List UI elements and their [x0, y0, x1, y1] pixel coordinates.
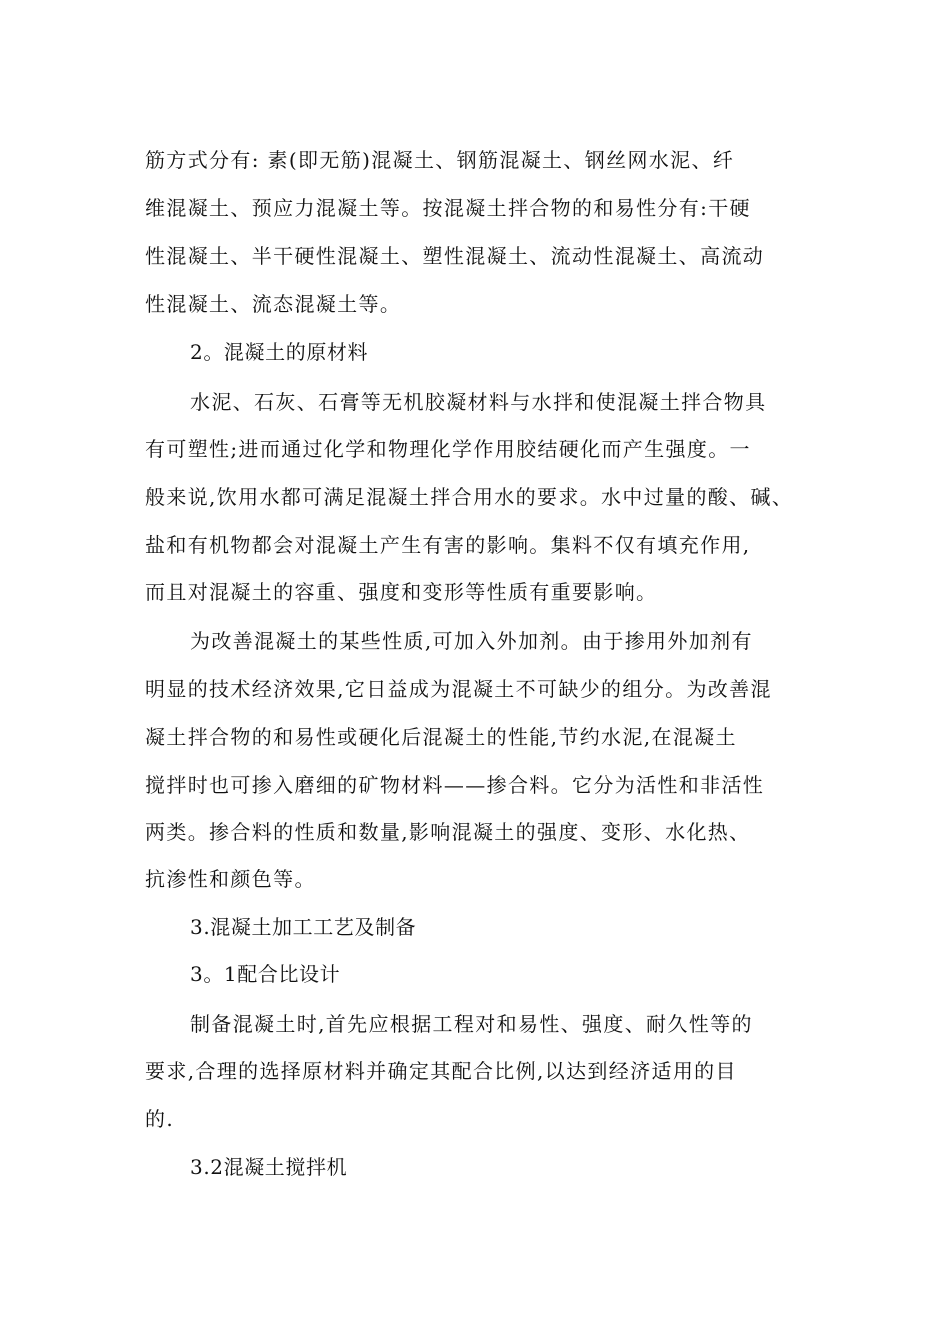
text-line: 水泥、石灰、石膏等无机胶凝材料与水拌和使混凝土拌合物具 [190, 390, 767, 414]
text-line: 两类。掺合料的性质和数量,影响混凝土的强度、变形、水化热、 [145, 820, 751, 844]
text-line: 要求,合理的选择原材料并确定其配合比例,以达到经济适用的目 [145, 1059, 737, 1083]
text-line: 搅拌时也可掺入磨细的矿物材料——掺合料。它分为活性和非活性 [145, 773, 765, 797]
text-line: 维混凝土、预应力混凝土等。按混凝土拌合物的和易性分有:干硬 [145, 196, 751, 220]
text-line: 明显的技术经济效果,它日益成为混凝土不可缺少的组分。为改善混 [145, 677, 772, 701]
text-line: 般来说,饮用水都可满足混凝土拌合用水的要求。水中过量的酸、碱、 [145, 485, 794, 509]
text-line: 的. [145, 1107, 175, 1131]
subsection-heading: 3.2混凝土搅拌机 [190, 1155, 348, 1179]
text-line: 制备混凝土时,首先应根据工程对和易性、强度、耐久性等的 [190, 1012, 753, 1036]
text-line: 凝土拌合物的和易性或硬化后混凝土的性能,节约水泥,在混凝土 [145, 725, 737, 749]
subsection-heading: 3。1配合比设计 [190, 962, 341, 986]
text-line: 为改善混凝土的某些性质,可加入外加剂。由于掺用外加剂有 [190, 629, 753, 653]
text-line: 而且对混凝土的容重、强度和变形等性质有重要影响。 [145, 580, 658, 604]
section-heading: 3.混凝土加工工艺及制备 [190, 915, 417, 939]
text-line: 盐和有机物都会对混凝土产生有害的影响。集料不仅有填充作用, [145, 533, 751, 557]
text-line: 筋方式分有: 素(即无筋)混凝土、钢筋混凝土、钢丝网水泥、纤 [145, 148, 735, 172]
section-heading: 2。混凝土的原材料 [190, 340, 369, 364]
text-line: 性混凝土、流态混凝土等。 [145, 292, 402, 316]
text-line: 抗渗性和颜色等。 [145, 867, 316, 891]
text-line: 有可塑性;进而通过化学和物理化学作用胶结硬化而产生强度。一 [145, 437, 751, 461]
text-line: 性混凝土、半干硬性混凝土、塑性混凝土、流动性混凝土、高流动 [145, 244, 765, 268]
